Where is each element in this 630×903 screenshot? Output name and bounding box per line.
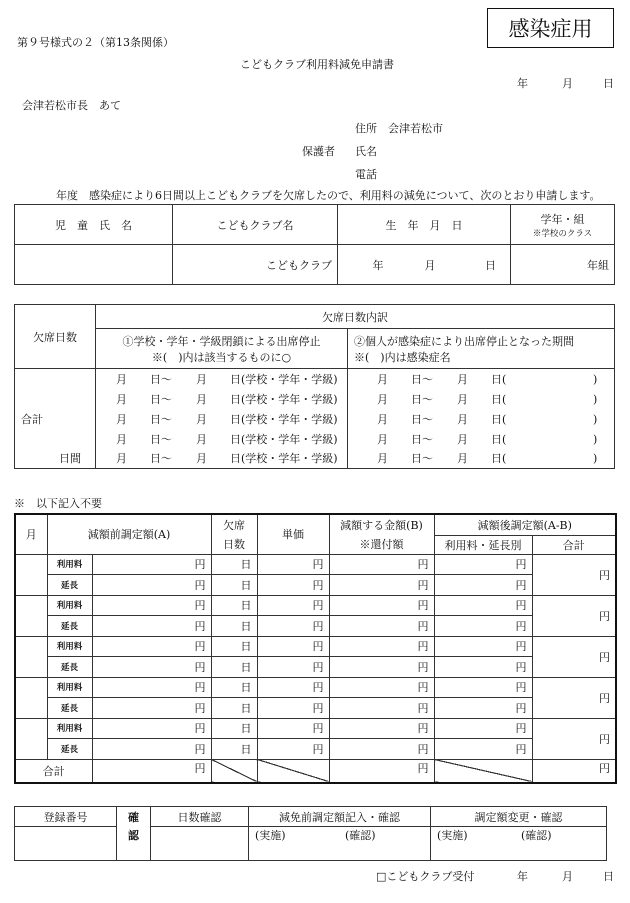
after-amount-cell[interactable]: 円	[434, 739, 532, 760]
extension-label: 延長	[47, 575, 92, 596]
school-closure-label: ①学校・学年・学級閉鎖による出席停止	[122, 334, 321, 348]
before-amount-cell[interactable]: 円	[92, 554, 211, 575]
application-statement: 年度 感染症により6日間以上こどもクラブを欠席したので、利用料の減免について、次のとおり申請します。	[56, 189, 601, 202]
check-subheader: 認	[117, 827, 151, 861]
breakdown-header: 欠席日数内訳	[96, 305, 615, 329]
page-title: こどもクラブ利用料減免申請書	[240, 58, 394, 71]
illness-end-month: 月	[457, 372, 468, 386]
absent-days-subheader: 日数	[211, 535, 257, 554]
amount-total-row	[15, 759, 616, 783]
period-end-day-type: 日(学校・学年・学級)	[230, 432, 338, 446]
school-closure-header	[96, 329, 348, 369]
fee-label: 利用料	[47, 595, 92, 616]
period-end-day-type: 日(学校・学年・学級)	[230, 392, 338, 406]
after-total-cell[interactable]: 円	[532, 718, 616, 759]
pre-amount-check-header: 減免前調定額記入・確認	[249, 807, 431, 827]
absent-days-cell[interactable]: 日	[211, 739, 257, 760]
absent-days-cell[interactable]: 日	[211, 595, 257, 616]
individual-suspension-period[interactable]	[348, 409, 615, 429]
grade-note: ※学校のクラス	[532, 228, 593, 239]
club-received-checkbox[interactable]: □こどもクラブ受付	[376, 870, 475, 883]
absent-days-unit[interactable]: 日間	[15, 449, 96, 469]
absent-days-cell[interactable]: 日	[211, 554, 257, 575]
after-amount-grand-total[interactable]: 円	[532, 759, 616, 783]
absent-days-cell[interactable]: 日	[211, 698, 257, 719]
received-day[interactable]: 日	[603, 870, 614, 883]
period-end-month: 月	[196, 432, 207, 446]
date-year[interactable]: 年	[517, 77, 528, 90]
period-start-day: 日～	[150, 452, 172, 466]
absence-row	[15, 409, 615, 429]
after-total-cell[interactable]: 円	[532, 677, 616, 718]
grade-label: 学年・組	[540, 212, 585, 226]
absent-days-cell[interactable]: 日	[211, 575, 257, 596]
absence-row	[15, 429, 615, 449]
unit-price-cell[interactable]: 円	[257, 636, 329, 657]
illness-end-day: 日(	[491, 412, 507, 426]
phone-field[interactable]: 電話	[355, 168, 377, 181]
absence-row	[15, 369, 615, 389]
extension-label: 延長	[47, 698, 92, 719]
check-header: 確	[117, 807, 151, 827]
reduction-amount-cell[interactable]: 円	[329, 657, 434, 678]
absent-days-cell[interactable]: 日	[211, 657, 257, 678]
pre-confirm-label: (確認)	[345, 829, 376, 842]
after-amount-cell[interactable]: 円	[434, 677, 532, 698]
days-check-header: 日数確認	[151, 807, 249, 827]
illness-start-month: 月	[377, 372, 388, 386]
date-month[interactable]: 月	[562, 77, 573, 90]
reduction-amount-cell[interactable]: 円	[329, 698, 434, 719]
period-start-day: 日～	[150, 432, 172, 446]
absent-days-header: 欠席日数	[15, 305, 96, 369]
amount-row	[15, 718, 616, 739]
after-amount-header: 減額後調定額(A-B)	[434, 514, 616, 535]
infection-stamp: 感染症用	[487, 8, 614, 48]
before-amount-cell[interactable]: 円	[92, 698, 211, 719]
after-total-cell[interactable]: 円	[532, 595, 616, 636]
reduction-amount-cell[interactable]: 円	[329, 739, 434, 760]
reduction-amount-cell[interactable]: 円	[329, 616, 434, 637]
child-name-cell[interactable]	[15, 245, 173, 285]
individual-suspension-period[interactable]	[348, 389, 615, 409]
amount-row	[15, 575, 616, 596]
illness-start-month: 月	[377, 412, 388, 426]
illness-end-month: 月	[457, 412, 468, 426]
amount-change-check-header: 調定額変更・確認	[431, 807, 607, 827]
reduction-amount-cell[interactable]: 円	[329, 677, 434, 698]
period-start-month: 月	[116, 372, 127, 386]
month-cell[interactable]	[15, 677, 47, 718]
amount-calculation-table	[14, 513, 617, 784]
reduction-total[interactable]: 円	[329, 759, 434, 783]
amount-row	[15, 698, 616, 719]
illness-start-day: 日～	[411, 412, 433, 426]
after-total-header: 合計	[532, 535, 616, 554]
child-info-table	[14, 204, 615, 285]
period-end-day-type: 日(学校・学年・学級)	[230, 452, 338, 466]
individual-suspension-period[interactable]	[348, 369, 615, 389]
amount-row	[15, 595, 616, 616]
amount-row	[15, 636, 616, 657]
grade-class: 組	[598, 258, 609, 272]
period-start-month: 月	[116, 412, 127, 426]
unit-price-total-struck	[257, 759, 329, 783]
fee-label: 利用料	[47, 554, 92, 575]
birth-day: 日	[485, 258, 496, 272]
registration-number-header: 登録番号	[15, 807, 117, 827]
individual-suspension-header	[348, 329, 615, 369]
office-use-table	[14, 806, 607, 861]
amount-row	[15, 739, 616, 760]
period-end-day-type: 日(学校・学年・学級)	[230, 372, 338, 386]
before-amount-cell[interactable]: 円	[92, 636, 211, 657]
pre-implement-label: (実施)	[255, 829, 286, 842]
after-total-cell[interactable]: 円	[532, 636, 616, 677]
unit-price-cell[interactable]: 円	[257, 616, 329, 637]
absent-days-cell[interactable]: 日	[211, 677, 257, 698]
amount-change-check-cell[interactable]	[431, 827, 607, 861]
individual-suspension-period[interactable]	[348, 429, 615, 449]
before-amount-cell[interactable]: 円	[92, 595, 211, 616]
reduction-amount-cell[interactable]: 円	[329, 718, 434, 739]
grade-year: 年	[587, 258, 598, 272]
grade-cell[interactable]	[511, 245, 615, 285]
amount-row	[15, 657, 616, 678]
pre-amount-check-cell[interactable]	[249, 827, 431, 861]
absent-days-cell[interactable]	[15, 369, 96, 389]
period-start-month: 月	[116, 452, 127, 466]
unit-price-cell[interactable]: 円	[257, 657, 329, 678]
unit-price-cell[interactable]: 円	[257, 739, 329, 760]
after-amount-cell[interactable]: 円	[434, 698, 532, 719]
absent-header: 欠席	[211, 514, 257, 535]
period-end-month: 月	[196, 452, 207, 466]
period-end-month: 月	[196, 392, 207, 406]
school-closure-period[interactable]	[96, 429, 348, 449]
absent-days-cell[interactable]: 日	[211, 616, 257, 637]
period-start-day: 日～	[150, 412, 172, 426]
illness-start-month: 月	[377, 432, 388, 446]
after-amount-cell[interactable]: 円	[434, 575, 532, 596]
fee-label: 利用料	[47, 718, 92, 739]
after-total-cell[interactable]: 円	[532, 554, 616, 595]
after-breakdown-total-struck	[434, 759, 532, 783]
illness-start-day: 日～	[411, 452, 433, 466]
refund-note: ※還付額	[329, 535, 434, 554]
illness-close-paren: )	[593, 392, 598, 406]
child-name-header: 児 童 氏 名	[15, 205, 173, 245]
illness-end-day: 日(	[491, 372, 507, 386]
received-month[interactable]: 月	[562, 870, 573, 883]
amount-total-label: 合計	[15, 759, 92, 783]
period-start-day: 日～	[150, 392, 172, 406]
individual-suspension-note: ※( )内は感染症名	[354, 350, 451, 364]
before-amount-cell[interactable]: 円	[92, 677, 211, 698]
extension-label: 延長	[47, 616, 92, 637]
absent-days-cell[interactable]	[15, 389, 96, 409]
illness-close-paren: )	[593, 432, 598, 446]
before-amount-total[interactable]: 円	[92, 759, 211, 783]
amount-row	[15, 677, 616, 698]
unit-price-cell[interactable]: 円	[257, 677, 329, 698]
registration-number-cell[interactable]	[15, 827, 117, 861]
illness-end-month: 月	[457, 392, 468, 406]
extension-label: 延長	[47, 657, 92, 678]
birth-month: 月	[424, 258, 436, 272]
illness-start-day: 日～	[411, 372, 433, 386]
fee-label: 利用料	[47, 677, 92, 698]
illness-start-day: 日～	[411, 432, 433, 446]
reduction-amount-cell[interactable]: 円	[329, 595, 434, 616]
absence-row	[15, 449, 615, 469]
school-closure-note: ※( )内は該当するものに○	[151, 350, 292, 364]
unit-price-cell[interactable]: 円	[257, 698, 329, 719]
absent-days-cell[interactable]	[15, 429, 96, 449]
days-check-cell[interactable]	[151, 827, 249, 861]
grade-header	[511, 205, 615, 245]
name-field[interactable]: 氏名	[355, 145, 377, 158]
unit-price-cell[interactable]: 円	[257, 595, 329, 616]
club-name-cell[interactable]: こどもクラブ	[173, 245, 338, 285]
month-cell[interactable]	[15, 718, 47, 759]
amount-row	[15, 616, 616, 637]
absent-days-total-struck	[211, 759, 257, 783]
period-end-day-type: 日(学校・学年・学級)	[230, 412, 338, 426]
after-amount-cell[interactable]: 円	[434, 595, 532, 616]
guardian-label: 保護者	[302, 145, 335, 158]
illness-start-month: 月	[377, 452, 388, 466]
month-cell[interactable]	[15, 554, 47, 595]
reduction-amount-cell[interactable]: 円	[329, 636, 434, 657]
before-amount-cell[interactable]: 円	[92, 718, 211, 739]
absent-days-total[interactable]: 合計	[15, 409, 96, 429]
month-cell[interactable]	[15, 595, 47, 636]
address-field[interactable]: 住所 会津若松市	[355, 122, 443, 135]
reduction-amount-cell[interactable]: 円	[329, 554, 434, 575]
after-amount-cell[interactable]: 円	[434, 554, 532, 575]
school-closure-period[interactable]	[96, 369, 348, 389]
birthdate-header: 生 年 月 日	[338, 205, 511, 245]
unit-price-cell[interactable]: 円	[257, 718, 329, 739]
date-day[interactable]: 日	[603, 77, 614, 90]
unit-price-header: 単価	[257, 514, 329, 554]
illness-end-month: 月	[457, 432, 468, 446]
absent-days-cell[interactable]: 日	[211, 636, 257, 657]
illness-end-day: 日(	[491, 432, 507, 446]
reduction-header: 減額する金額(B)	[329, 514, 434, 535]
illness-end-month: 月	[457, 452, 468, 466]
club-name-header: こどもクラブ名	[173, 205, 338, 245]
school-closure-period[interactable]	[96, 449, 348, 469]
no-entry-note: ※ 以下記入不要	[14, 497, 102, 510]
form-number: 第９号様式の２（第13条関係）	[17, 36, 174, 49]
amount-row	[15, 554, 616, 575]
birthdate-cell[interactable]	[338, 245, 511, 285]
period-end-month: 月	[196, 412, 207, 426]
after-breakdown-header: 利用料・延長別	[434, 535, 532, 554]
absence-row	[15, 389, 615, 409]
fee-label: 利用料	[47, 636, 92, 657]
addressee: 会津若松市長 あて	[22, 99, 121, 112]
before-amount-cell[interactable]: 円	[92, 575, 211, 596]
before-amount-header: 減額前調定額(A)	[47, 514, 211, 554]
after-amount-cell[interactable]: 円	[434, 718, 532, 739]
after-amount-cell[interactable]: 円	[434, 616, 532, 637]
unit-price-cell[interactable]: 円	[257, 575, 329, 596]
illness-end-day: 日(	[491, 452, 507, 466]
before-amount-cell[interactable]: 円	[92, 616, 211, 637]
month-header: 月	[15, 514, 47, 554]
illness-close-paren: )	[593, 452, 598, 466]
change-implement-label: (実施)	[437, 829, 468, 842]
absent-days-cell[interactable]: 日	[211, 718, 257, 739]
after-amount-cell[interactable]: 円	[434, 636, 532, 657]
illness-start-day: 日～	[411, 392, 433, 406]
extension-label: 延長	[47, 739, 92, 760]
unit-price-cell[interactable]: 円	[257, 554, 329, 575]
illness-close-paren: )	[593, 372, 598, 386]
individual-suspension-period[interactable]	[348, 449, 615, 469]
period-start-month: 月	[116, 432, 127, 446]
change-confirm-label: (確認)	[521, 829, 552, 842]
reduction-amount-cell[interactable]: 円	[329, 575, 434, 596]
illness-end-day: 日(	[491, 392, 507, 406]
period-start-month: 月	[116, 392, 127, 406]
school-closure-period[interactable]	[96, 389, 348, 409]
absence-breakdown-table	[14, 304, 615, 469]
period-start-day: 日～	[150, 372, 172, 386]
school-closure-period[interactable]	[96, 409, 348, 429]
individual-suspension-label: ②個人が感染症により出席停止となった期間	[354, 334, 574, 348]
illness-start-month: 月	[377, 392, 388, 406]
before-amount-cell[interactable]: 円	[92, 657, 211, 678]
after-amount-cell[interactable]: 円	[434, 657, 532, 678]
birth-year: 年	[372, 258, 384, 272]
period-end-month: 月	[196, 372, 207, 386]
month-cell[interactable]	[15, 636, 47, 677]
before-amount-cell[interactable]: 円	[92, 739, 211, 760]
illness-close-paren: )	[593, 412, 598, 426]
received-year[interactable]: 年	[517, 870, 528, 883]
